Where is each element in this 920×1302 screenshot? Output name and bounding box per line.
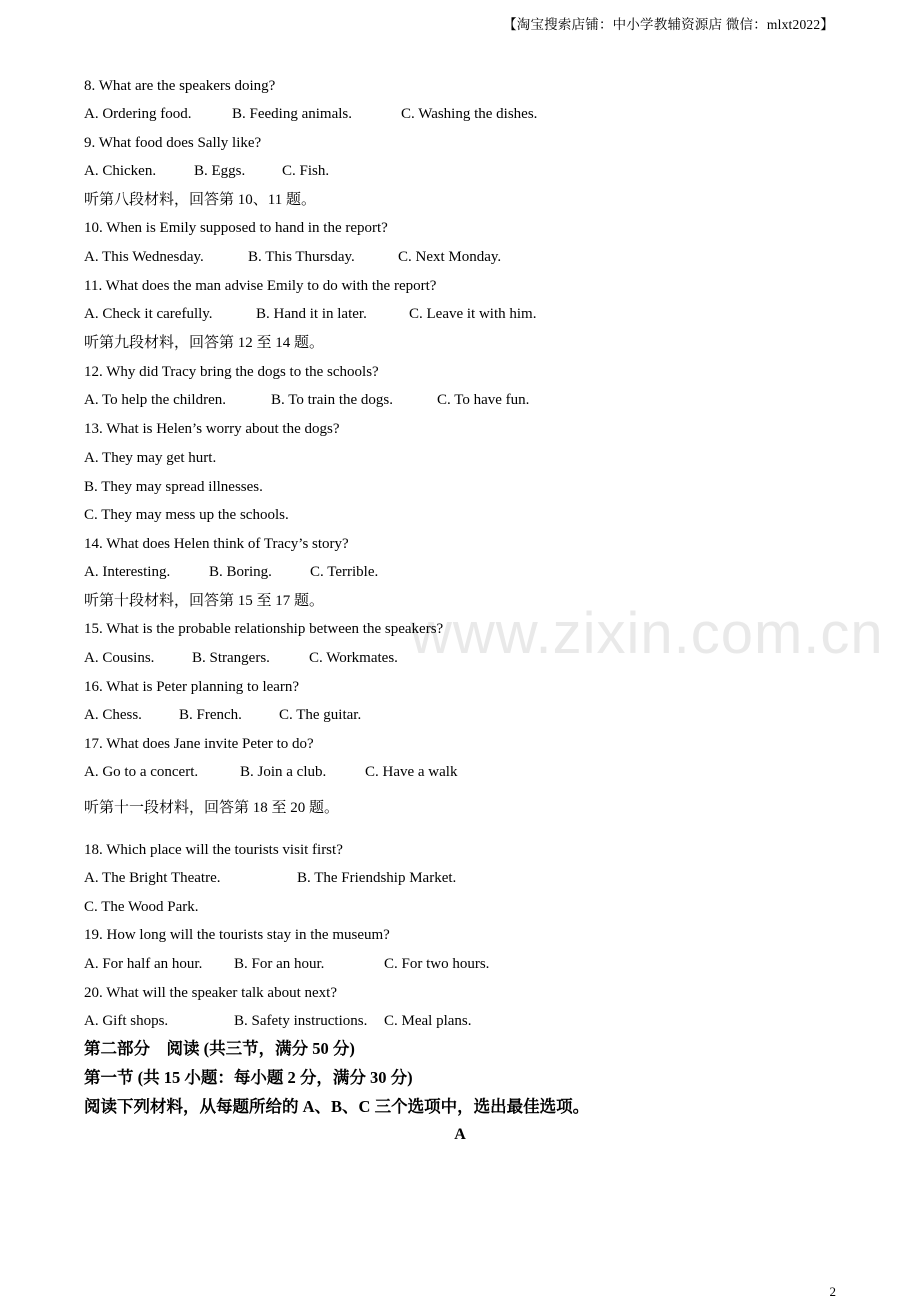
question-text: 10. When is Emily supposed to hand in the report? [84,220,388,236]
option-text: B. Safety instructions. [234,1013,368,1029]
option-text: C. The Wood Park. [84,899,199,915]
option-text: C. Workmates. [309,650,398,666]
question-text: 20. What will the speaker talk about next? [84,985,337,1001]
section-instruction: 听第十段材料，回答第 15 至 17 题。 [84,593,325,609]
question-text: 19. How long will the tourists stay in the museum? [84,927,390,943]
option-text: A. Check it carefully. [84,306,213,322]
option-text: A. Cousins. [84,650,155,666]
option-text: C. The guitar. [279,707,362,723]
part-title: 第二部分 阅读 (共三节，满分 50 分) [84,1039,355,1058]
question-text: 15. What is the probable relationship between the speakers? [84,621,444,637]
option-text: A. This Wednesday. [84,249,204,265]
option-text: A. To help the children. [84,392,226,408]
option-text: C. For two hours. [384,956,490,972]
watermark: www.zixin.com.cn [410,601,884,666]
option-text: A. For half an hour. [84,956,203,972]
option-text: A. Chess. [84,707,142,723]
question-text: 12. Why did Tracy bring the dogs to the schools? [84,364,379,380]
option-text: A. The Bright Theatre. [84,870,221,886]
option-text: C. Washing the dishes. [401,106,538,122]
option-text: B. This Thursday. [248,249,355,265]
subsection-title: 第一节 (共 15 小题：每小题 2 分，满分 30 分) [84,1068,413,1087]
question-text: 14. What does Helen think of Tracy’s story? [84,536,349,552]
section-instruction: 听第九段材料，回答第 12 至 14 题。 [84,335,325,351]
option-text: A. Ordering food. [84,106,192,122]
option-text: C. Next Monday. [398,249,502,265]
page-number: 2 [829,1284,836,1299]
option-text: A. Interesting. [84,564,171,580]
option-text: C. Terrible. [310,564,379,580]
option-text: A. Go to a concert. [84,764,199,780]
option-text: B. Hand it in later. [256,306,367,322]
option-text: B. French. [179,707,242,723]
question-text: 13. What is Helen’s worry about the dogs? [84,421,340,437]
reading-instruction: 阅读下列材料，从每题所给的 A、B、C 三个选项中，选出最佳选项。 [84,1097,590,1116]
option-text: A. Chicken. [84,163,157,179]
option-text: B. To train the dogs. [271,392,393,408]
option-text: A. Gift shops. [84,1013,169,1029]
question-text: 9. What food does Sally like? [84,135,262,151]
option-text: B. Eggs. [194,163,246,179]
question-text: 8. What are the speakers doing? [84,78,276,94]
question-text: 16. What is Peter planning to learn? [84,679,300,695]
option-text: B. They may spread illnesses. [84,479,263,495]
option-text: C. To have fun. [437,392,530,408]
option-text: A. They may get hurt. [84,450,217,466]
option-text: C. They may mess up the schools. [84,507,289,523]
question-text: 17. What does Jane invite Peter to do? [84,736,314,752]
option-text: B. Join a club. [240,764,327,780]
option-text: B. Feeding animals. [232,106,352,122]
option-text: B. Strangers. [192,650,270,666]
passage-label: A [454,1126,466,1143]
option-text: C. Have a walk [365,764,458,780]
option-text: B. For an hour. [234,956,325,972]
section-instruction: 听第八段材料，回答第 10、11 题。 [84,192,316,208]
section-instruction: 听第十一段材料，回答第 18 至 20 题。 [84,800,340,816]
question-text: 11. What does the man advise Emily to do with the report? [84,278,437,294]
option-text: C. Leave it with him. [409,306,537,322]
option-text: B. The Friendship Market. [297,870,457,886]
option-text: B. Boring. [209,564,272,580]
option-text: C. Fish. [282,163,330,179]
question-text: 18. Which place will the tourists visit first? [84,842,343,858]
page-header: 【淘宝搜索店铺：中小学教辅资源店 微信：mlxt2022】 [503,17,834,32]
option-text: C. Meal plans. [384,1013,472,1029]
